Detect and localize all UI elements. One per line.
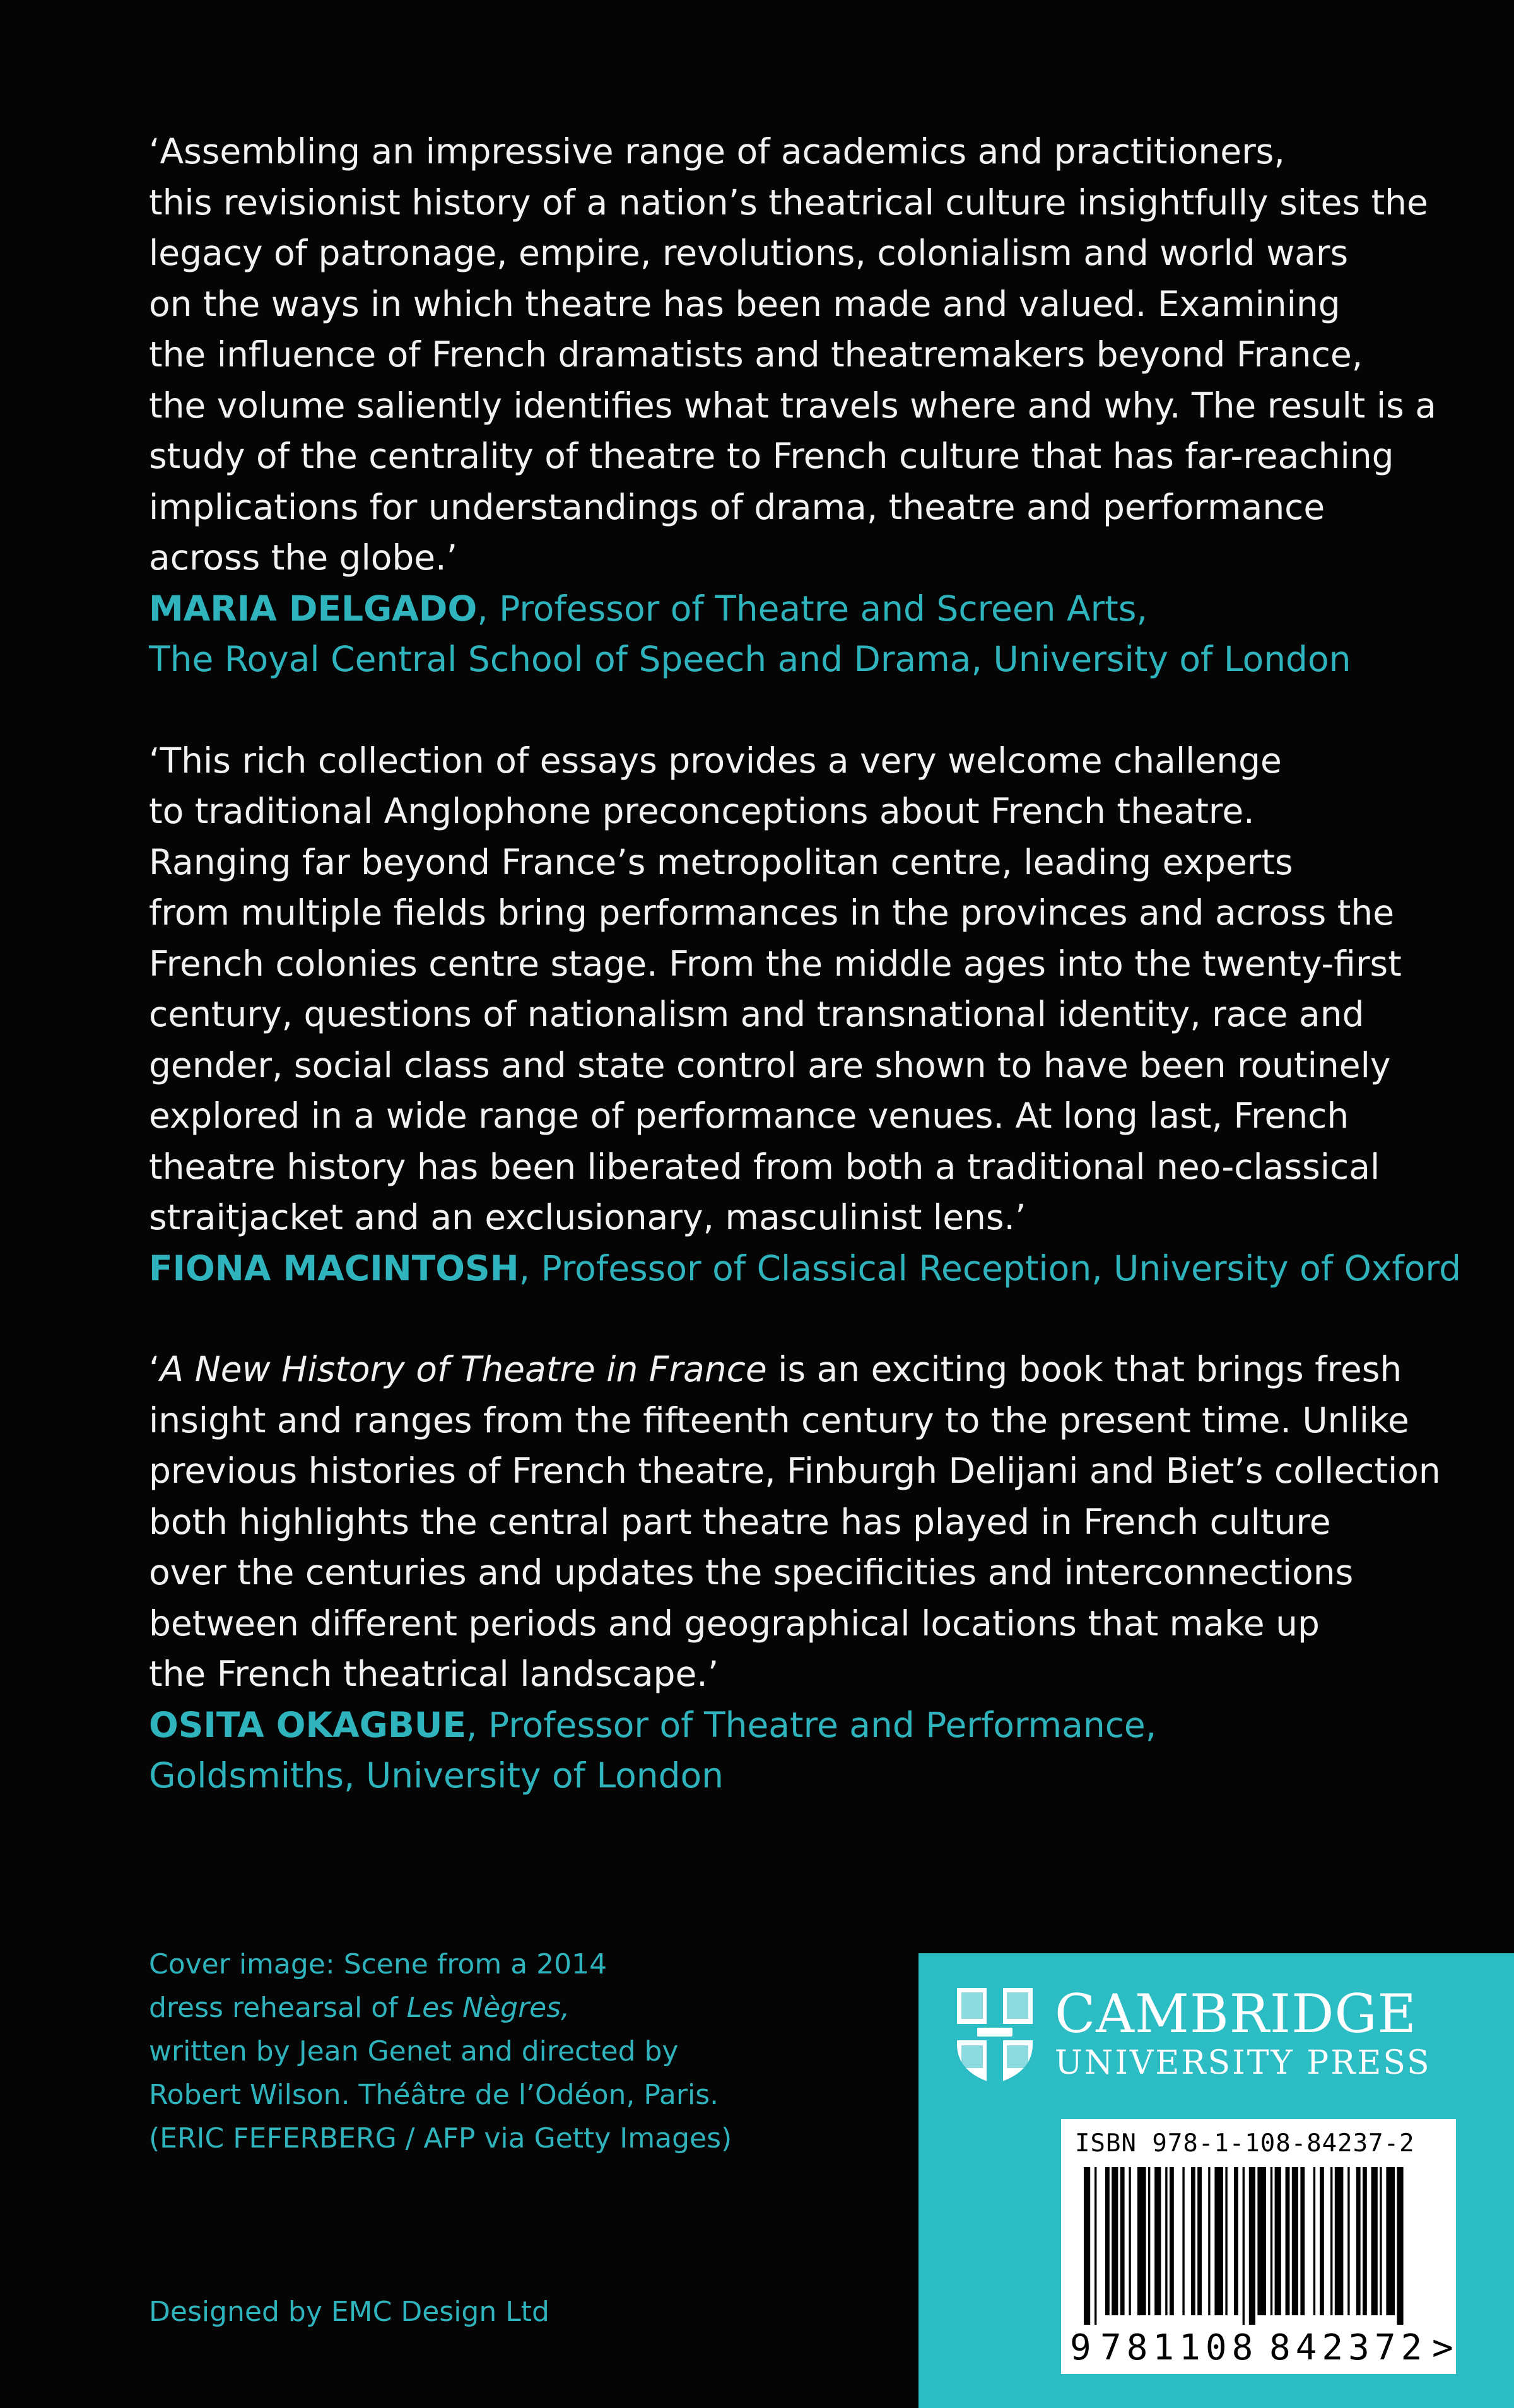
barcode-bar [1214,2167,1223,2315]
barcode-bar [1347,2167,1349,2315]
isbn-barcode [1061,2119,1456,2374]
endorser-name: MARIA DELGADO [149,588,478,629]
open-quote: ‘ [149,1349,160,1389]
barcode-bar [1363,2167,1367,2315]
credit-line: (ERIC FEFERBERG / AFP via Getty Images) [149,2122,732,2154]
endorsement-macintosh [149,735,1467,1294]
endorser-name: FIONA MACINTOSH [149,1248,519,1289]
barcode-bar [1094,2167,1096,2325]
barcode-bar [1191,2167,1195,2315]
barcode-bar [1335,2167,1344,2315]
endorser-name: OSITA OKAGBUE [149,1704,467,1745]
quote-line: the influence of French dramatists and theatremakers beyond France, [149,334,1363,375]
barcode-quiet-mark: > [1432,2327,1453,2368]
endorser-institution: The Royal Central School of Speech and Drama, University of London [149,639,1351,679]
barcode-bar [1330,2167,1332,2315]
quote-line: the volume saliently identifies what travels where and why. The result is a [149,385,1436,426]
barcode-bar [1137,2167,1146,2315]
credit-line: Cover image: Scene from a 2014 [149,1948,607,1980]
quote-line: across the globe.’ [149,537,458,578]
publisher-name-line2: UNIVERSITY PRESS [1055,2044,1431,2082]
barcode-digit-first: 9 [1070,2327,1091,2368]
publisher-panel [918,1953,1514,2408]
quote-line: on the ways in which theatre has been made and valued. Examining [149,283,1341,324]
book-title: A New History of Theatre in France [160,1349,767,1389]
barcode-bar [1275,2167,1281,2315]
barcode-bars [1061,2167,1456,2325]
attribution [149,583,1467,634]
cover-image-credit [149,1943,906,2160]
designer-credit: Designed by EMC Design Ltd [149,2296,549,2328]
endorser-institution: Goldsmiths, University of London [149,1755,724,1796]
barcode-bar [1234,2167,1238,2315]
quote-line: theatre history has been liberated from both a traditional neo-classical [149,1146,1380,1187]
credit-line: Robert Wilson. Théâtre de l’Odéon, Paris. [149,2079,719,2111]
endorser-role: , Professor of Theatre and Performance, [466,1704,1157,1745]
quote-text: is an exciting book that brings fresh [766,1349,1402,1389]
barcode-bar [1300,2167,1305,2315]
quote-line: this revisionist history of a nation’s theatrical culture insightfully sites the [149,182,1428,223]
isbn-label: ISBN 978-1-108-84237-2 [1075,2129,1415,2158]
barcode-bar [1397,2167,1403,2325]
publisher-name-line1: CAMBRIDGE [1055,1983,1417,2045]
quote-line: to traditional Anglophone preconceptions about French theatre. [149,791,1255,831]
barcode-bar [1270,2167,1272,2315]
quote-line: century, questions of nationalism and transnational identity, race and [149,994,1364,1034]
attribution [149,1243,1467,1294]
endorsement-delgado [149,126,1467,685]
barcode-bar [1380,2167,1382,2315]
quote-line: over the centuries and updates the specificities and interconnections [149,1552,1354,1593]
quote-line: implications for understandings of drama, theatre and performance [149,486,1325,527]
quote-line: study of the centrality of theatre to French culture that has far-reaching [149,436,1394,476]
barcode-bar [1105,2167,1110,2315]
barcode-bar [1292,2167,1298,2315]
barcode-digits [1061,2327,1456,2371]
quote-line: between different periods and geographical locations that make up [149,1603,1320,1644]
credit-text: dress rehearsal of [149,1992,407,2024]
quote-line: Ranging far beyond France’s metropolitan centre, leading experts [149,841,1293,882]
endorsements [149,126,1467,1852]
quote-line: insight and ranges from the fifteenth century to the present time. Unlike [149,1400,1409,1441]
play-title: Les Nègres, [406,1992,570,2024]
quote-line: ‘Assembling an impressive range of academics and practitioners, [149,131,1285,172]
credit-line [149,1986,906,2030]
barcode-bar [1243,2167,1245,2325]
barcode-bar [1112,2167,1118,2315]
barcode-bar [1165,2167,1167,2315]
endorsement-okagbue [149,1344,1467,1801]
barcode-digits-left: 781108 [1100,2327,1259,2368]
quote-line: the French theatrical landscape.’ [149,1654,719,1694]
quote-line: gender, social class and state control are shown to have been routinely [149,1044,1391,1085]
barcode-bar [1170,2167,1174,2315]
endorser-role: , Professor of Theatre and Screen Arts, [477,588,1147,629]
endorser-role: , Professor of Classical Reception, University of Oxford [519,1248,1461,1289]
barcode-bar [1182,2167,1184,2315]
quote-line: previous histories of French theatre, Finburgh Delijani and Biet’s collection [149,1451,1441,1491]
credit-line: written by Jean Genet and directed by [149,2035,679,2067]
quote-line: ‘This rich collection of essays provides a very welcome challenge [149,740,1282,781]
barcode-bar [1371,2167,1378,2315]
barcode-bar [1154,2167,1161,2315]
quote-line [149,1344,1467,1395]
barcode-bar [1129,2167,1130,2315]
quote-line: straitjacket and an exclusionary, masculinist lens.’ [149,1197,1026,1237]
publisher-name [1055,1984,1431,2082]
barcode-bar [1120,2167,1125,2315]
quote-line: both highlights the central part theatre has played in French culture [149,1501,1331,1542]
barcode-bar [1148,2167,1150,2315]
barcode-bar [1208,2167,1210,2315]
barcode-bar [1249,2167,1255,2325]
barcode-bar [1084,2167,1090,2325]
barcode-bar [1257,2167,1266,2315]
quote-line: French colonies centre stage. From the middle ages into the twenty-first [149,943,1402,984]
quote-line: explored in a wide range of performance venues. At long last, French [149,1096,1349,1136]
barcode-bar [1313,2167,1315,2315]
barcode-bar [1386,2167,1395,2315]
quote-line: legacy of patronage, empire, revolutions, colonialism and world wars [149,233,1349,273]
barcode-bar [1197,2167,1202,2315]
quote-line: from multiple fields bring performances in the provinces and across the [149,892,1395,933]
barcode-bar [1225,2167,1227,2315]
barcode-bar [1286,2167,1290,2315]
cambridge-shield-icon [955,1986,1035,2086]
barcode-bar [1356,2167,1361,2315]
barcode-digits-right: 842372 [1269,2327,1428,2368]
attribution [149,1700,1467,1751]
barcode-bar [1320,2167,1324,2315]
